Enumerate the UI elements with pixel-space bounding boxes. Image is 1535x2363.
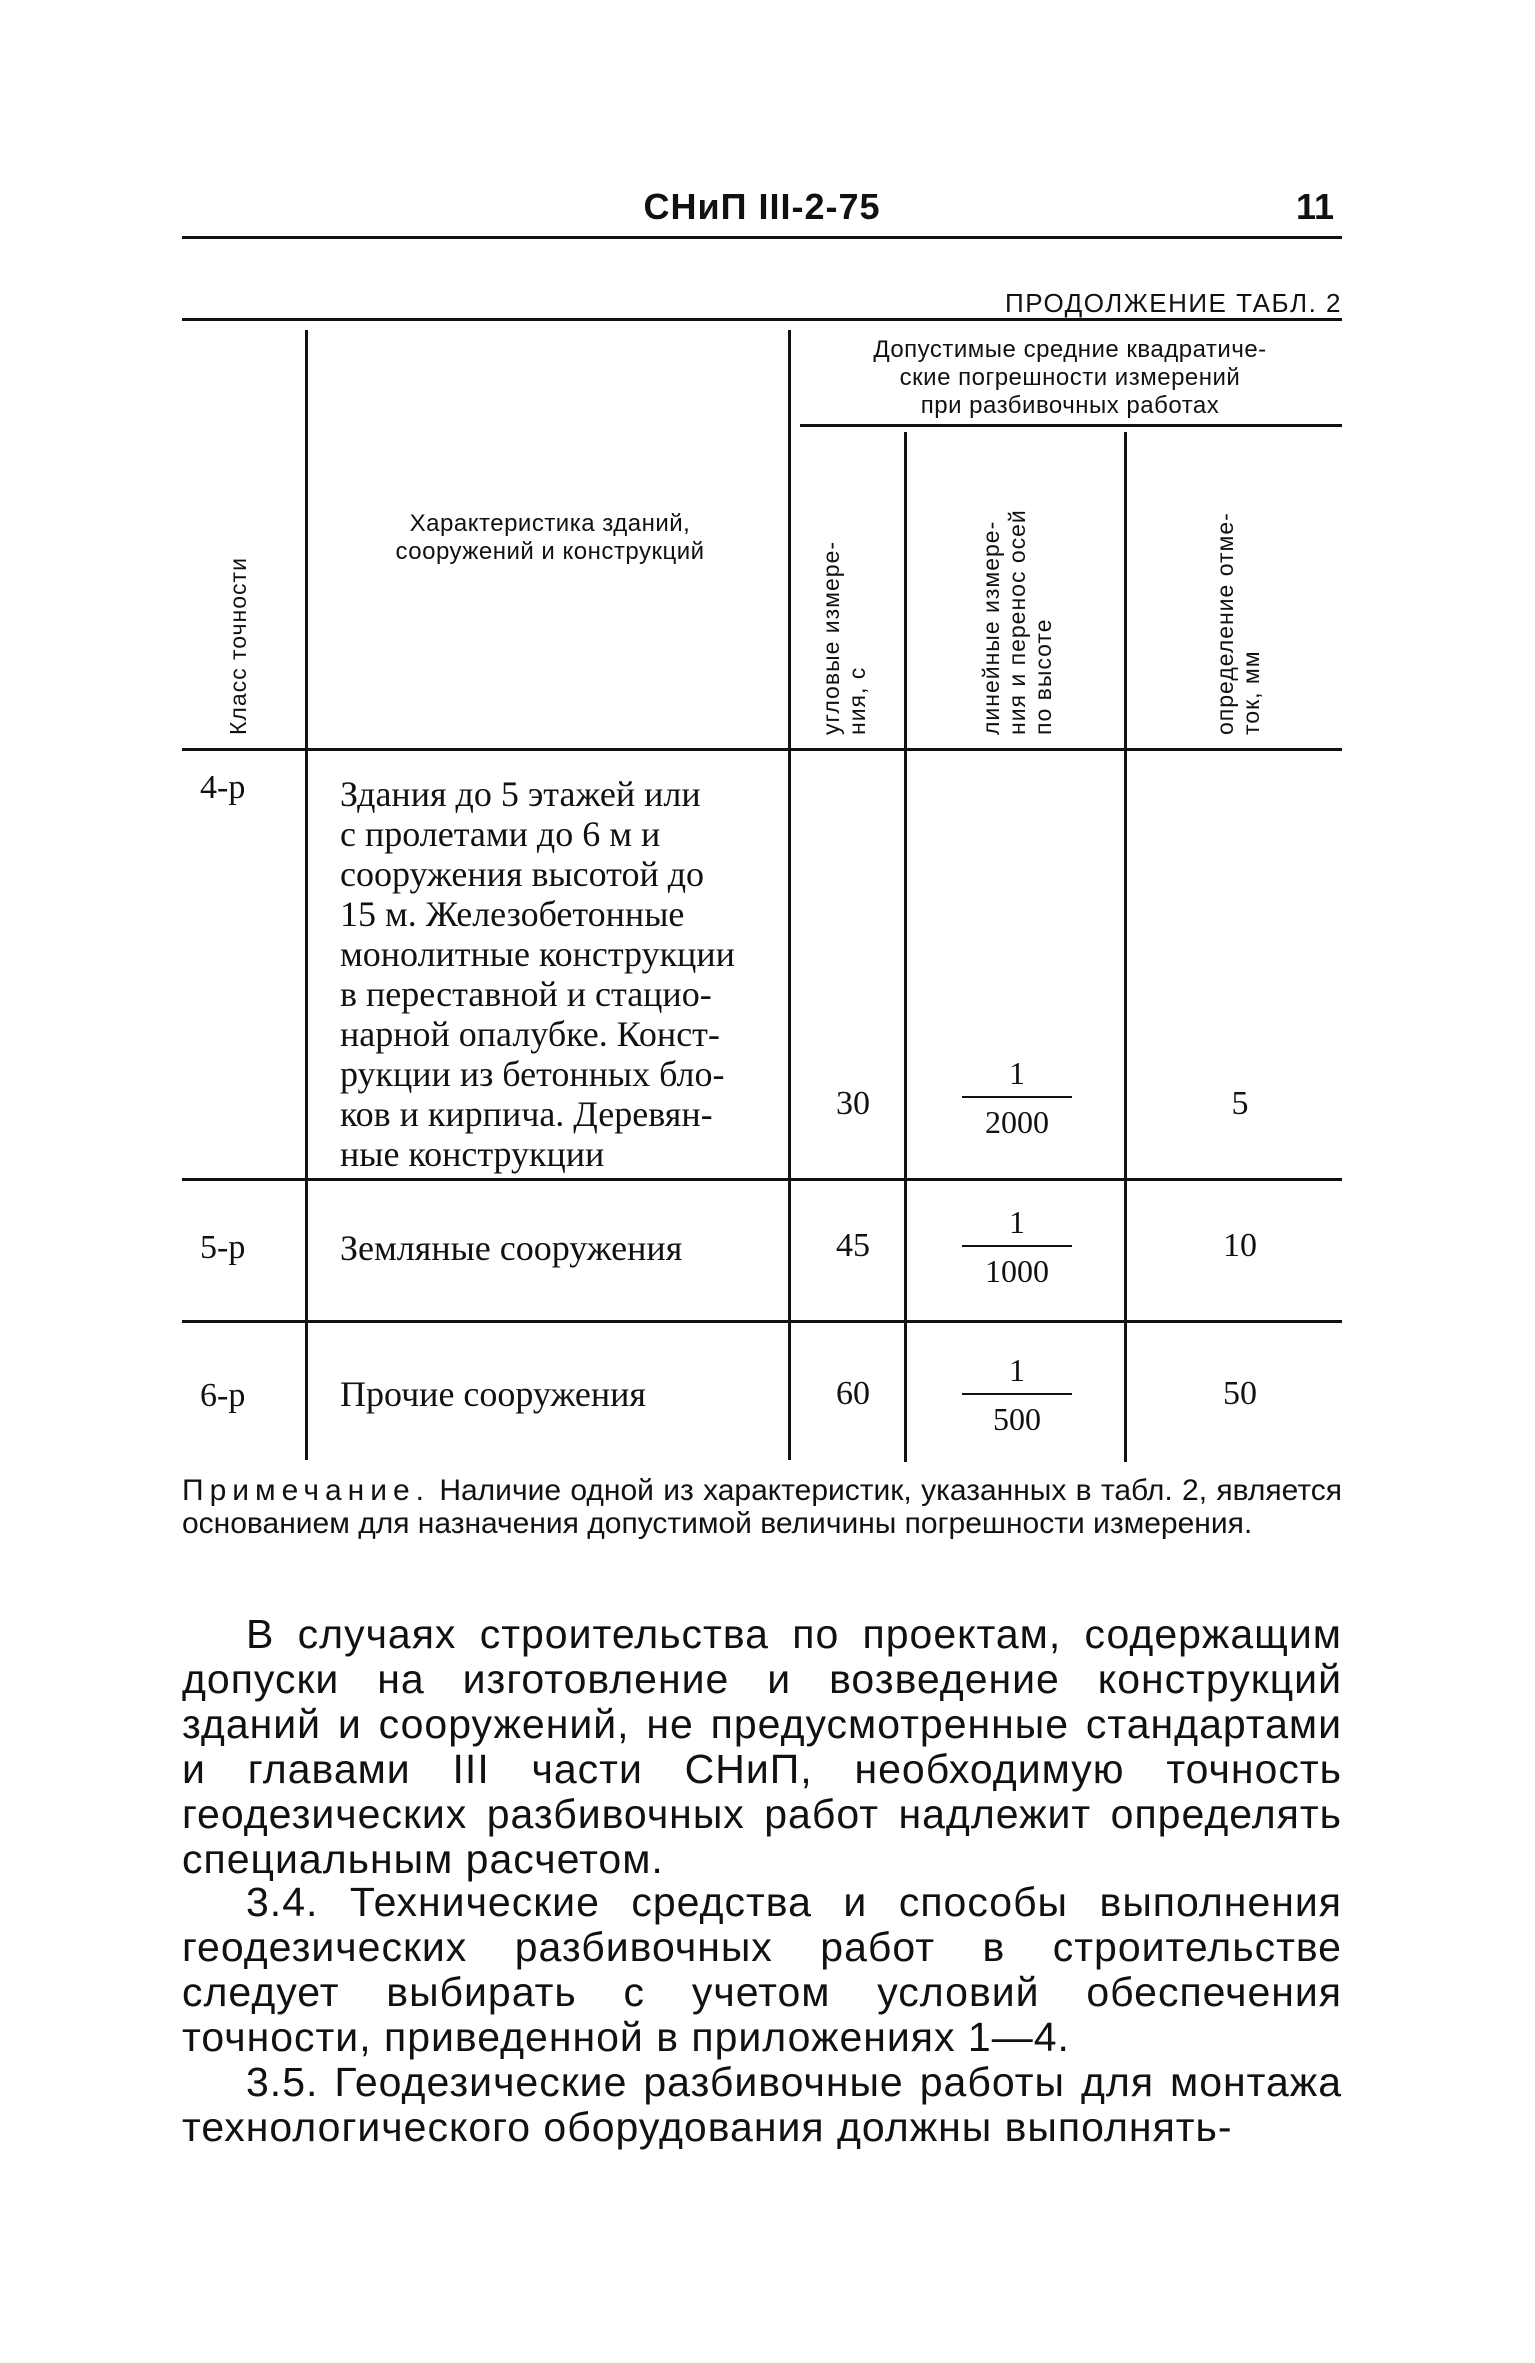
fraction-denominator: 2000 bbox=[985, 1104, 1049, 1140]
fraction-denominator: 500 bbox=[993, 1401, 1041, 1437]
page-header bbox=[182, 180, 1342, 240]
group-header bbox=[800, 336, 1340, 420]
header-line: угловые измере- bbox=[818, 540, 844, 735]
header-line: ток, мм bbox=[1238, 650, 1264, 735]
class-cell: 6-р bbox=[200, 1377, 246, 1414]
column-header-class: Класс точности bbox=[225, 557, 251, 735]
text-line: нарной опалубке. Конст- bbox=[340, 1014, 720, 1054]
row-divider bbox=[182, 1320, 1342, 1323]
fraction-bar bbox=[962, 1393, 1072, 1395]
angular-cell: 45 bbox=[836, 1227, 870, 1264]
column-rule bbox=[904, 432, 907, 1462]
text-line: Прочие сооружения bbox=[340, 1374, 646, 1414]
text-line: сооружения высотой до bbox=[340, 854, 705, 894]
note-text: Наличие одной из характеристик, указанных в табл. 2, является основанием для назначения допустимой величины погрешности измерения. bbox=[182, 1474, 1342, 1540]
row-divider bbox=[182, 1178, 1342, 1181]
text-line: ков и кирпича. Деревян- bbox=[340, 1094, 713, 1134]
fraction-bar bbox=[962, 1096, 1072, 1098]
body-text bbox=[182, 1612, 1342, 1882]
characteristic-cell bbox=[340, 1228, 760, 1268]
text-line: Здания до 5 этажей или bbox=[340, 774, 701, 814]
characteristic-cell bbox=[340, 1374, 760, 1414]
column-header-linear bbox=[978, 509, 1056, 735]
table-continuation-title: ПРОДОЛЖЕНИЕ ТАБЛ. 2 bbox=[1005, 288, 1342, 318]
header-line: ния, с bbox=[844, 666, 870, 735]
fraction-numerator: 1 bbox=[1009, 1352, 1025, 1388]
column-header-characteristic bbox=[330, 510, 770, 566]
header-line: по высоте bbox=[1030, 618, 1056, 735]
column-rule bbox=[1124, 432, 1127, 1462]
body-text bbox=[182, 1880, 1342, 2060]
fraction-numerator: 1 bbox=[1009, 1055, 1025, 1091]
header-rule bbox=[182, 236, 1342, 239]
group-header-rule bbox=[800, 424, 1342, 427]
group-header-line: при разбивочных работах bbox=[920, 392, 1220, 419]
header-line: сооружений и конструкций bbox=[395, 538, 705, 565]
body-text bbox=[182, 2060, 1342, 2150]
paragraph-3-5: 3.5. Геодезические разбивочные работы для монтажа технологического оборудования должны выполнять- bbox=[182, 2059, 1342, 2150]
table-top-rule bbox=[182, 318, 1342, 321]
class-cell: 5-р bbox=[200, 1229, 246, 1266]
linear-fraction bbox=[962, 1055, 1072, 1141]
text-line: 15 м. Железобетонные bbox=[340, 894, 685, 934]
note-label: Примечание. bbox=[182, 1474, 430, 1507]
fraction-denominator: 1000 bbox=[985, 1253, 1049, 1289]
column-rule bbox=[788, 330, 791, 1460]
text-line: монолитные конструкции bbox=[340, 934, 735, 974]
group-header-line: Допустимые средние квадратиче- bbox=[873, 336, 1267, 363]
group-header-line: ские погрешности измерений bbox=[899, 364, 1241, 391]
fraction-numerator: 1 bbox=[1009, 1204, 1025, 1240]
fraction-bar bbox=[962, 1245, 1072, 1247]
elevation-cell: 50 bbox=[1223, 1375, 1257, 1412]
angular-cell: 30 bbox=[836, 1085, 870, 1122]
paragraph-3-4: 3.4. Технические средства и способы выполнения геодезических разбивочных работ в строительстве следует выбирать с учетом условий обеспечения точности, приведенной в приложениях 1—4. bbox=[182, 1879, 1342, 2060]
column-header-angular bbox=[818, 541, 870, 735]
document-code: СНиП III-2-75 bbox=[643, 186, 881, 227]
header-bottom-rule bbox=[182, 748, 1342, 751]
text-line: в переставной и стацио- bbox=[340, 974, 712, 1014]
table-note bbox=[182, 1474, 1342, 1540]
text-line: Земляные сооружения bbox=[340, 1228, 683, 1268]
header-line: Характеристика зданий, bbox=[409, 510, 691, 537]
page-number: 11 bbox=[1295, 186, 1334, 227]
text-line: ные конструкции bbox=[340, 1134, 605, 1174]
linear-fraction bbox=[962, 1352, 1072, 1438]
linear-fraction bbox=[962, 1204, 1072, 1290]
angular-cell: 60 bbox=[836, 1375, 870, 1412]
class-cell: 4-р bbox=[200, 769, 246, 806]
header-line: линейные измере- bbox=[978, 520, 1004, 735]
paragraph: В случаях строительства по проектам, содержащим допуски на изготовление и возведение конструкций зданий и сооружений, не предусмотренные стандартами и главами III части СНиП, необходимую точность геодезических разбивочных работ надлежит определять специальным расчетом. bbox=[182, 1611, 1342, 1882]
elevation-cell: 10 bbox=[1223, 1227, 1257, 1264]
elevation-cell: 5 bbox=[1231, 1085, 1249, 1122]
header-line: ния и перенос осей bbox=[1004, 509, 1030, 735]
text-line: рукции из бетонных бло- bbox=[340, 1054, 725, 1094]
characteristic-cell bbox=[340, 774, 760, 1174]
header-line: определение отме- bbox=[1212, 512, 1238, 735]
column-header-elevation bbox=[1212, 512, 1264, 735]
column-rule bbox=[305, 330, 308, 1460]
text-line: с пролетами до 6 м и bbox=[340, 814, 661, 854]
